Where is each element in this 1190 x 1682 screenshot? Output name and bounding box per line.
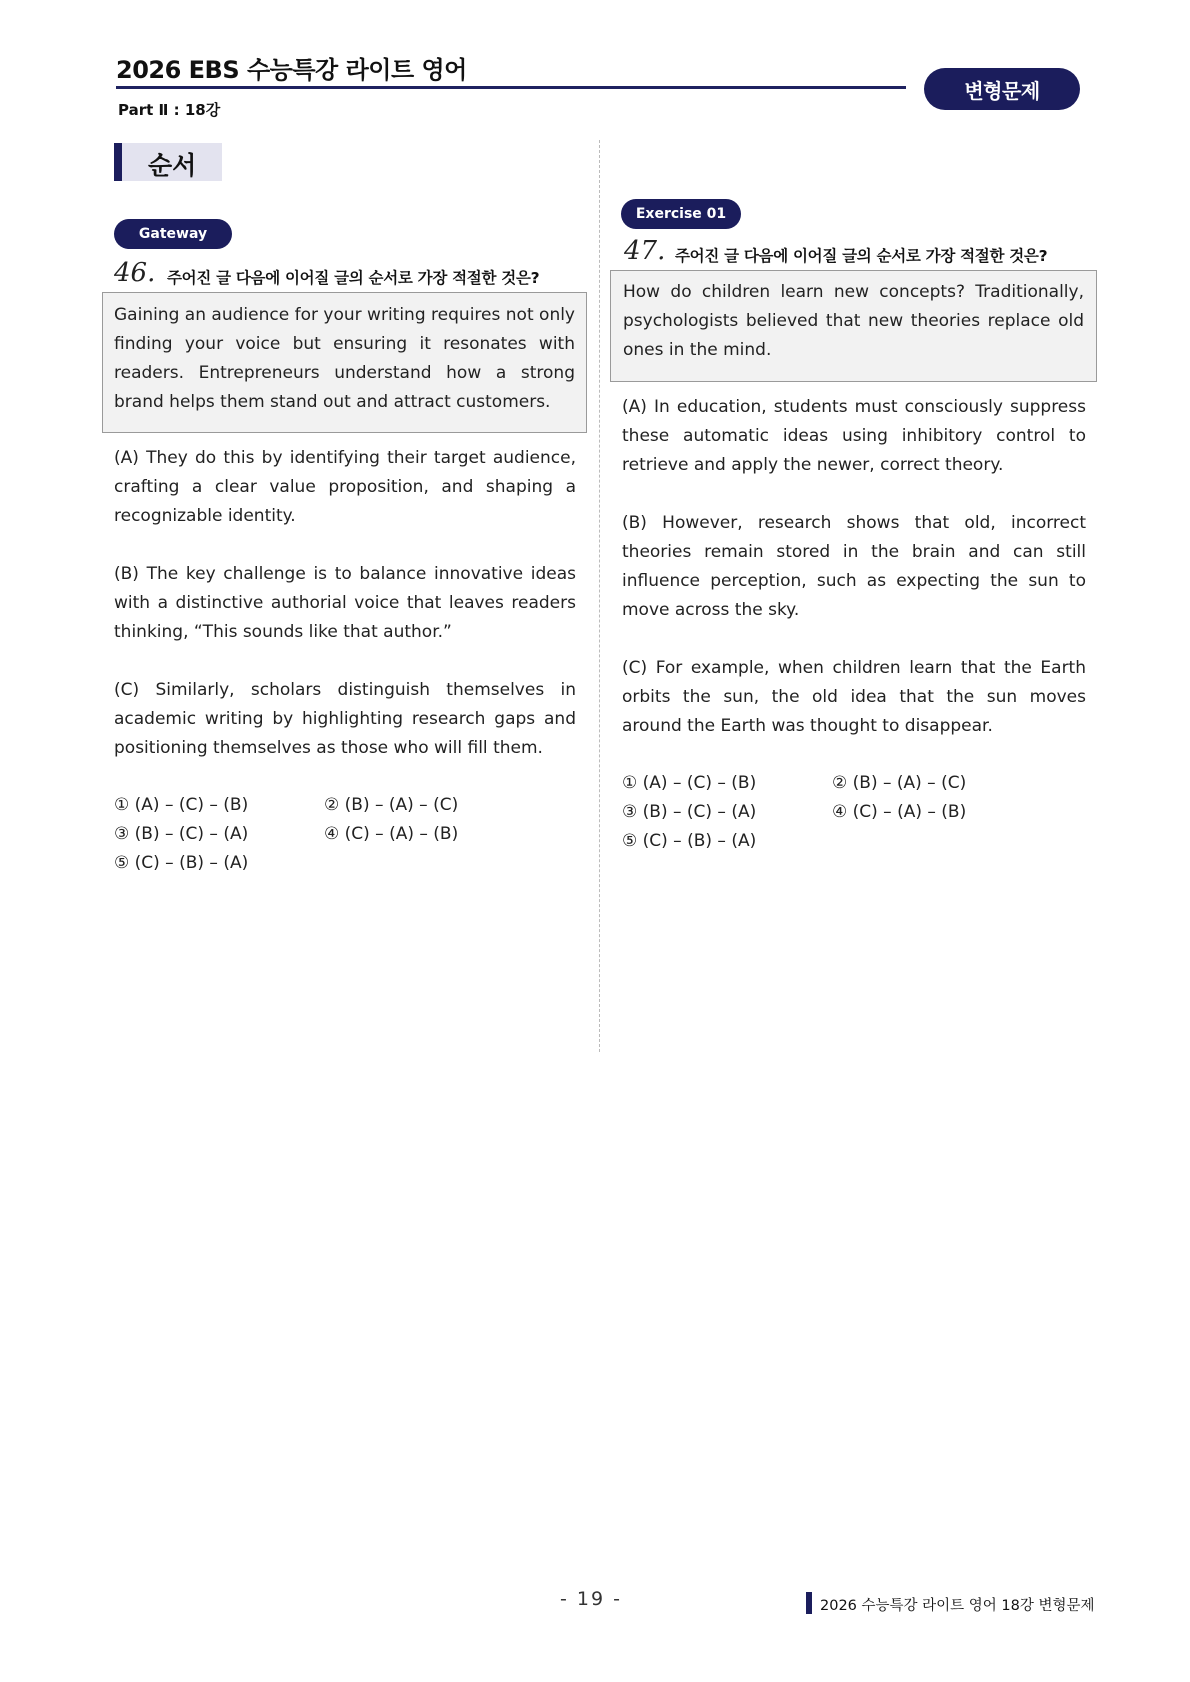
footer-label: 2026 수능특강 라이트 영어 18강 변형문제 — [820, 1598, 1095, 1614]
question-prompt-47: 주어진 글 다음에 이어질 글의 순서로 가장 적절한 것은? — [675, 247, 1048, 265]
variant-badge: 변형문제 — [924, 68, 1080, 110]
page-title: 2026 EBS 수능특강 라이트 영어 — [116, 56, 467, 84]
paragraph-A-47: (A) In education, students must consciously suppress these automatic ideas using inhibitory control to retrieve and apply the newer, correct theory. — [622, 397, 1086, 475]
choice-2-46[interactable]: ② (B) – (A) – (C) — [324, 795, 459, 815]
given-passage-text: Gaining an audience for your writing requires not only finding your voice but ensuring it resonates with readers. Entrepreneurs understand how a strong brand helps them stand out and attract customers. — [114, 305, 575, 412]
choice-5-46[interactable]: ⑤ (C) – (B) – (A) — [114, 853, 249, 873]
paragraph-A-46: (A) They do this by identifying their target audience, crafting a clear value proposition, and shaping a recognizable identity. — [114, 448, 576, 526]
choice-1-47[interactable]: ① (A) – (C) – (B) — [622, 773, 757, 793]
paragraph-B-46: (B) The key challenge is to balance innovative ideas with a distinctive authorial voice that leaves readers thinking, “This sounds like that author.” — [114, 564, 576, 642]
part-label: Part Ⅱ : 18강 — [118, 101, 221, 119]
page-number: - 19 - — [560, 1588, 622, 1610]
choice-4-47[interactable]: ④ (C) – (A) – (B) — [832, 802, 967, 822]
choice-3-46[interactable]: ③ (B) – (C) – (A) — [114, 824, 249, 844]
exercise-pill: Exercise 01 — [621, 199, 741, 229]
choice-5-47[interactable]: ⑤ (C) – (B) – (A) — [622, 831, 757, 851]
question-prompt-46: 주어진 글 다음에 이어질 글의 순서로 가장 적절한 것은? — [167, 269, 540, 287]
given-passage-text: How do children learn new concepts? Traditionally, psychologists believed that new theories replace old ones in the mind. — [623, 282, 1084, 360]
choice-3-47[interactable]: ③ (B) – (C) – (A) — [622, 802, 757, 822]
choice-4-46[interactable]: ④ (C) – (A) – (B) — [324, 824, 459, 844]
paragraph-C-47: (C) For example, when children learn that the Earth orbits the sun, the old idea that the sun moves around the Earth was thought to disappear. — [622, 658, 1086, 736]
question-number-46: 46. — [114, 258, 156, 288]
gateway-pill: Gateway — [114, 219, 232, 249]
given-passage-46 — [102, 292, 587, 433]
question-number-47: 47. — [624, 236, 666, 266]
choice-2-47[interactable]: ② (B) – (A) – (C) — [832, 773, 967, 793]
footer-accent-bar — [806, 1592, 812, 1614]
section-accent-bar — [114, 143, 122, 181]
given-passage-47 — [610, 270, 1097, 382]
choice-1-46[interactable]: ① (A) – (C) – (B) — [114, 795, 249, 815]
column-divider — [599, 140, 600, 1052]
paragraph-C-46: (C) Similarly, scholars distinguish themselves in academic writing by highlighting research gaps and positioning themselves as those who will fill them. — [114, 680, 576, 758]
title-rule — [116, 86, 906, 89]
paragraph-B-47: (B) However, research shows that old, incorrect theories remain stored in the brain and can still influence perception, such as expecting the sun to move across the sky. — [622, 513, 1086, 620]
section-title: 순서 — [148, 151, 197, 180]
